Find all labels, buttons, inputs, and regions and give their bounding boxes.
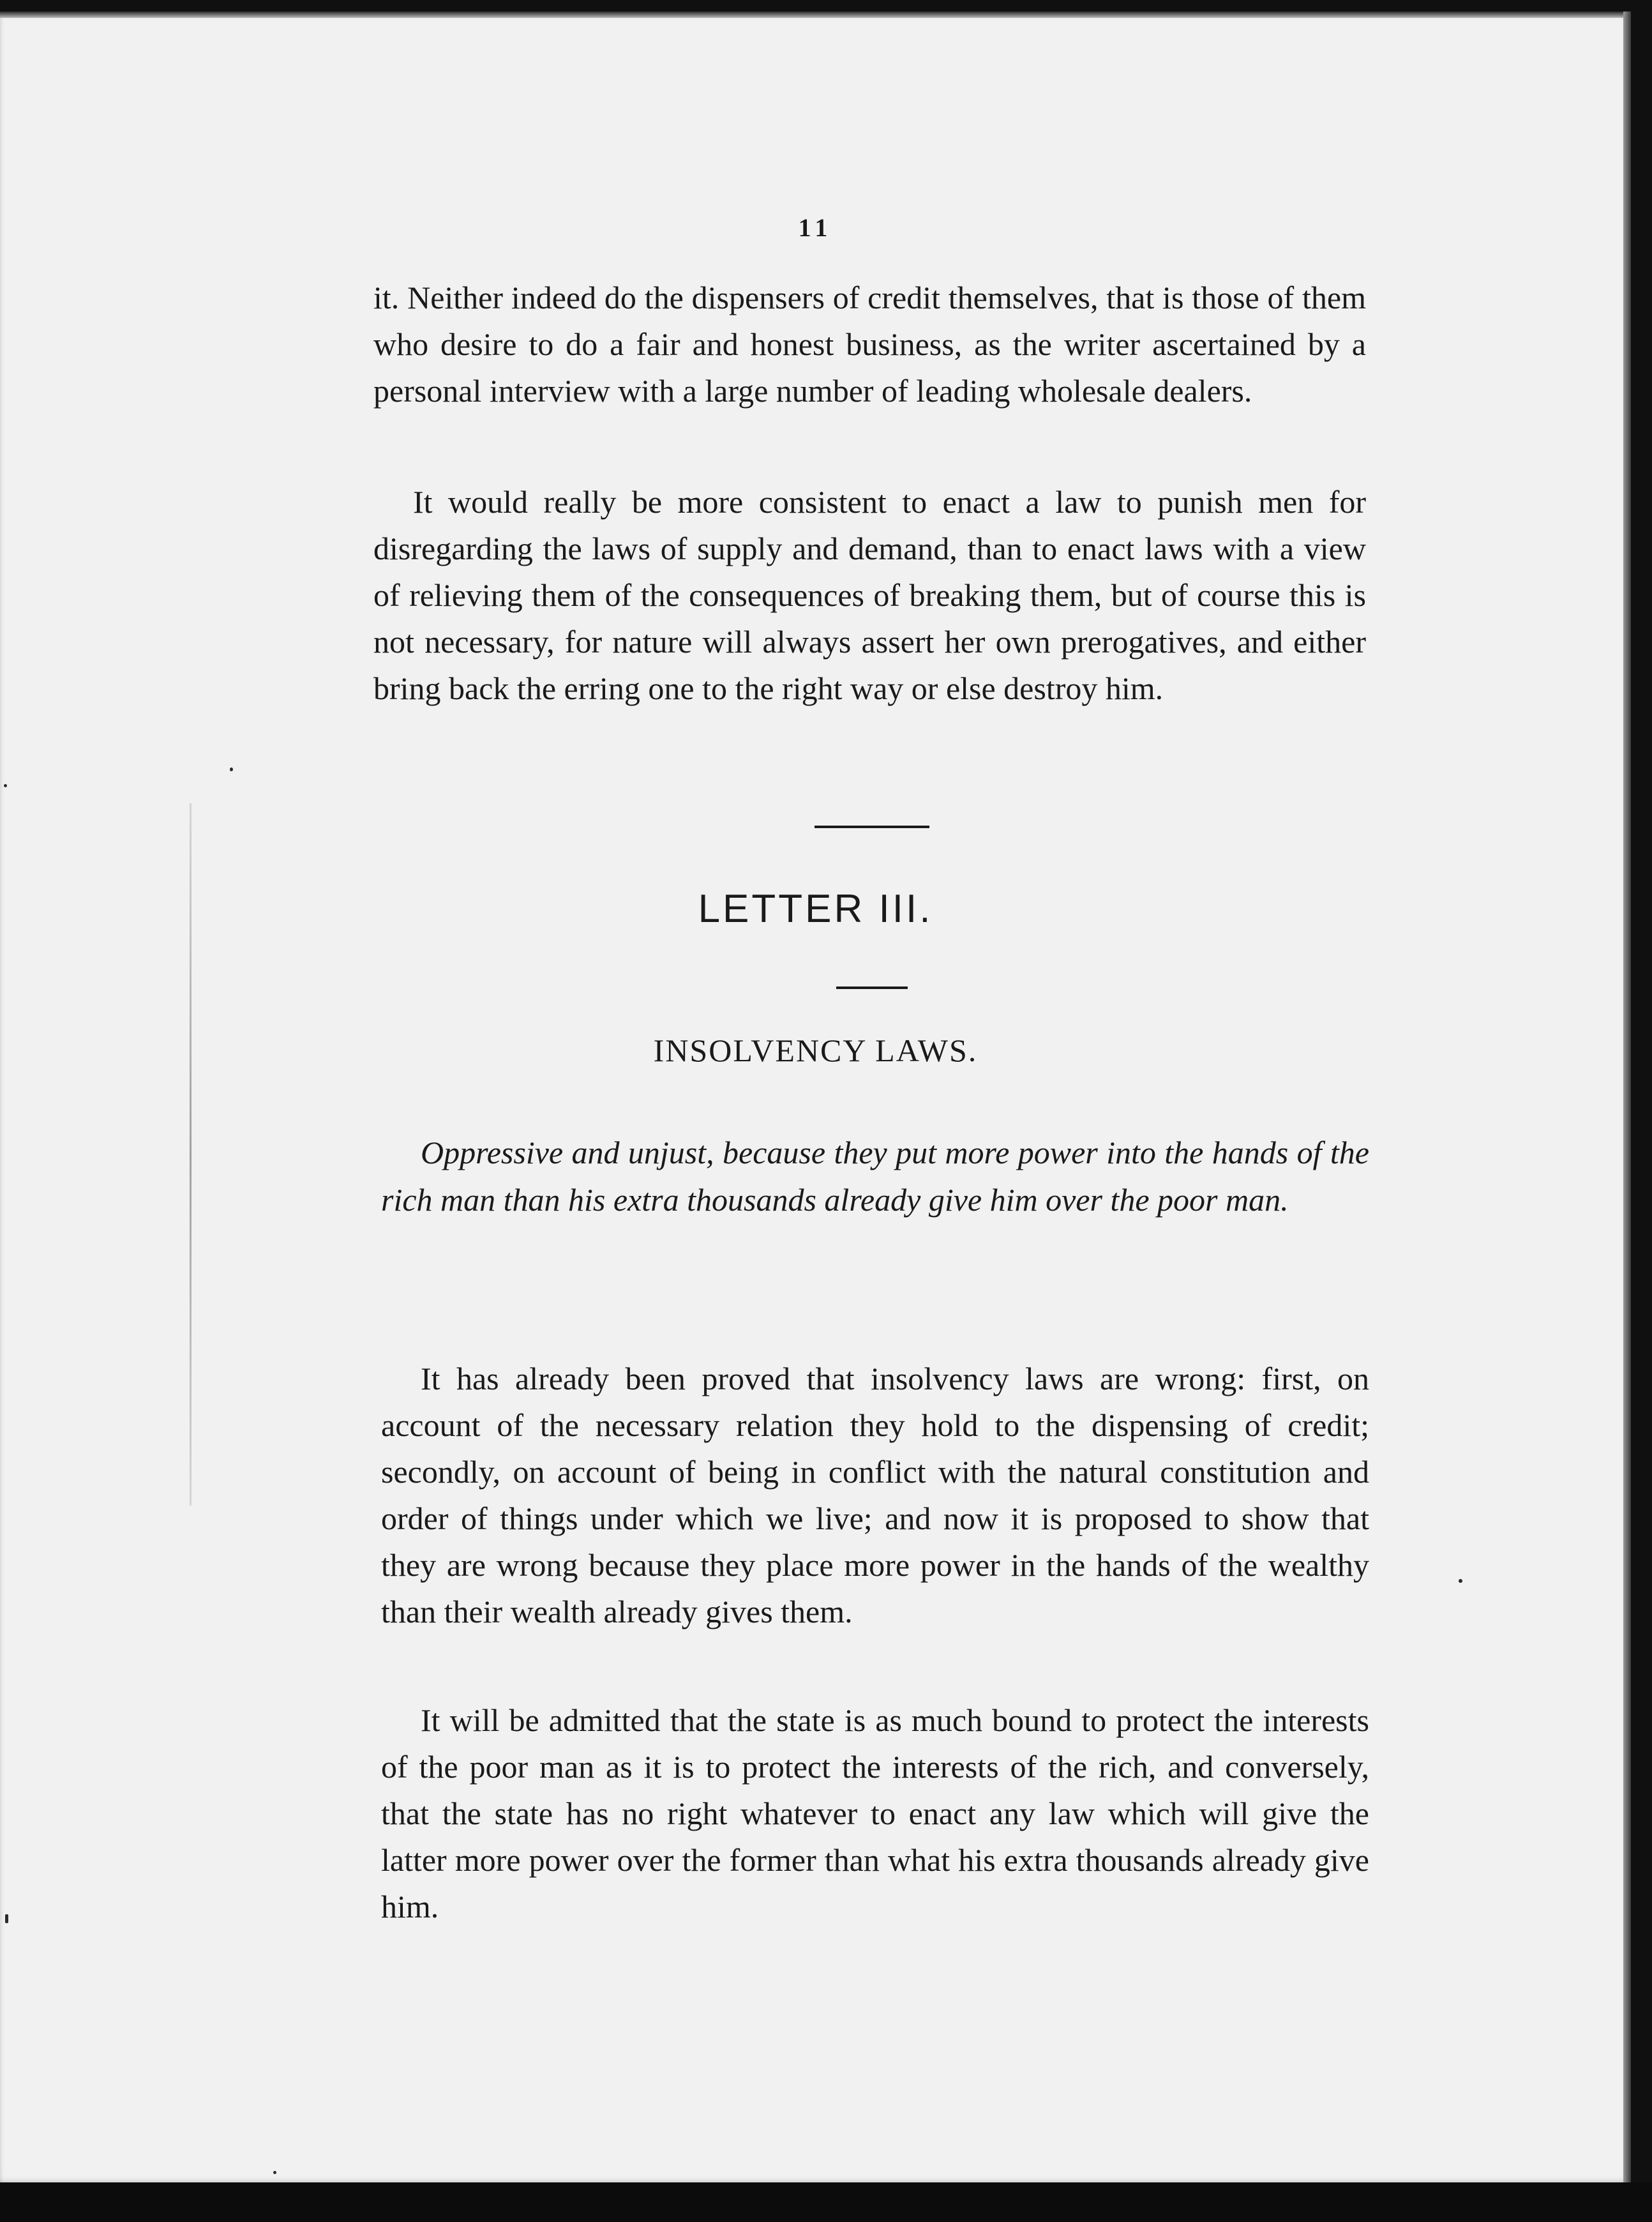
- right-edge-shadow: [1623, 11, 1631, 2182]
- ink-speck: [273, 2171, 276, 2174]
- section-divider-top: [815, 826, 929, 828]
- scan-bottom-border: [0, 2182, 1652, 2222]
- paragraph-insolvency-wrong: It has already been proved that insolvency laws are wrong: first, on account of the necessary relation they hold to the dispensing of credit; secondly, on account of being in conflict with the natural constitution and order of things under which we live; and now it is proposed to show that they are wrong because they place more power in the hands of the wealthy than their wealth already gives them.: [381, 1361, 1369, 1629]
- top-edge-shadow: [0, 11, 1631, 18]
- ink-speck: [1459, 1579, 1462, 1583]
- ink-speck: [230, 767, 233, 771]
- paragraph-state-protection: It will be admitted that the state is as much bound to protect the interests of the poor man as it is to protect the interests of the rich, and conversely, that the state has no right whatever to enact any law which will give the latter more power over the former than what his extra thousands already give him.: [381, 1702, 1369, 1924]
- paper-sheet: [0, 11, 1631, 2182]
- letter-heading: LETTER III.: [698, 887, 933, 931]
- epigraph: Oppressive and unjust, because they put more power into the hands of the rich man than his extra thousands already give him over the poor man.: [381, 1135, 1369, 1218]
- page-number: 11: [798, 213, 833, 242]
- section-divider-bottom: [836, 986, 908, 989]
- paragraph-consistency: It would really be more consistent to enact a law to punish men for disregarding the laws of supply and demand, than to enact laws with a view of relieving them of the consequences of breaking them, but of course this is not necessary, for nature will always assert her own prerogatives, and either bring back the erring one to the right way or else destroy him.: [373, 484, 1366, 706]
- ink-speck: [4, 784, 7, 787]
- letter-subject-heading: INSOLVENCY LAWS.: [653, 1032, 978, 1068]
- paragraph-continued: it. Neither indeed do the dispensers of credit themselves, that is those of them who desire to do a fair and honest business, as the writer ascertained by a personal interview with a large number of leading wholesale dealers.: [373, 280, 1366, 409]
- ink-speck: [5, 1914, 8, 1923]
